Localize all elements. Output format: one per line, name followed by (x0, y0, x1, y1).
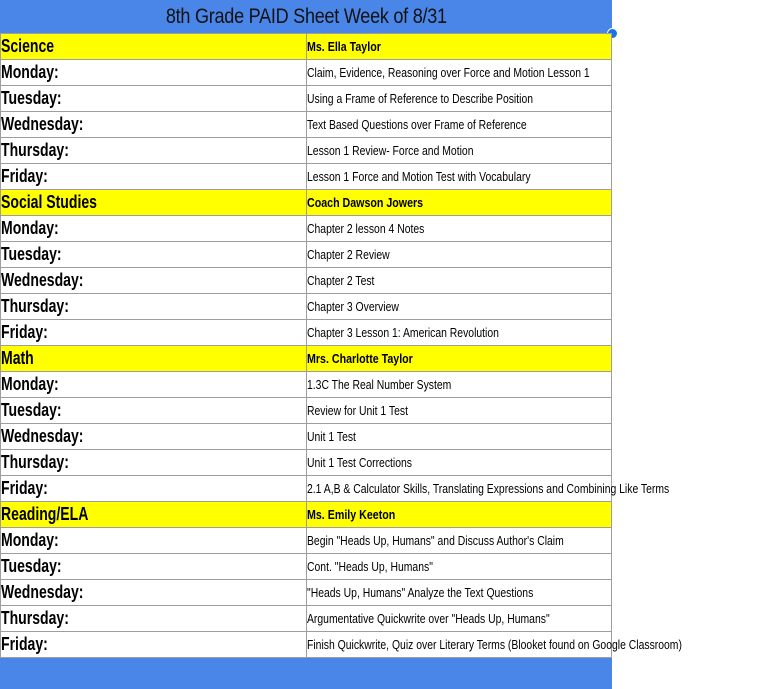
plan-text: Argumentative Quickwrite over "Heads Up, Humans" (306, 611, 550, 626)
day-cell[interactable] (1, 476, 307, 502)
day-cell[interactable] (1, 242, 307, 268)
plan-text: Using a Frame of Reference to Describe Position (306, 91, 533, 106)
plan-cell[interactable] (306, 476, 669, 502)
day-label: Wednesday: (1, 114, 84, 134)
day-cell[interactable] (1, 294, 307, 320)
plan-cell[interactable] (306, 554, 612, 580)
day-cell[interactable] (1, 606, 307, 632)
plan-cell[interactable] (306, 528, 612, 554)
table-row (1, 268, 612, 294)
day-label: Tuesday: (1, 88, 62, 108)
day-label: Friday: (1, 634, 48, 654)
section-header-row (1, 346, 612, 372)
day-label: Wednesday: (1, 270, 84, 290)
plan-cell[interactable] (306, 112, 612, 138)
day-label: Thursday: (1, 296, 69, 316)
day-cell[interactable] (1, 554, 307, 580)
day-cell[interactable] (1, 138, 307, 164)
paid-table (0, 33, 682, 658)
plan-cell[interactable] (306, 580, 612, 606)
plan-text: Cont. "Heads Up, Humans" (306, 559, 433, 574)
table-row (1, 580, 612, 606)
teacher-cell[interactable] (306, 190, 612, 216)
day-cell[interactable] (1, 216, 307, 242)
plan-text: Chapter 2 Test (306, 273, 374, 288)
subject-cell[interactable] (1, 346, 307, 372)
table-row (1, 476, 612, 502)
table-row (1, 398, 612, 424)
subject-name: Math (1, 348, 34, 368)
plan-text: Chapter 2 lesson 4 Notes (306, 221, 424, 236)
plan-cell[interactable] (306, 398, 612, 424)
subject-cell[interactable] (1, 502, 307, 528)
subject-cell[interactable] (1, 34, 307, 60)
day-label: Friday: (1, 478, 48, 498)
subject-name: Science (1, 36, 55, 56)
plan-cell[interactable] (306, 86, 612, 112)
plan-cell[interactable] (306, 320, 612, 346)
plan-text: Review for Unit 1 Test (306, 403, 408, 418)
plan-text: Begin "Heads Up, Humans" and Discuss Author's Claim (306, 533, 564, 548)
day-cell[interactable] (1, 112, 307, 138)
teacher-cell[interactable] (306, 346, 612, 372)
day-cell[interactable] (1, 632, 307, 658)
day-label: Monday: (1, 62, 59, 82)
footer-row[interactable] (0, 658, 612, 689)
plan-text: "Heads Up, Humans" Analyze the Text Questions (306, 585, 533, 600)
teacher-name: Ms. Ella Taylor (306, 39, 381, 54)
sheet-title-cell[interactable] (0, 0, 612, 34)
plan-text: Chapter 2 Review (306, 247, 390, 262)
plan-cell[interactable] (306, 242, 612, 268)
plan-text: Chapter 3 Lesson 1: American Revolution (306, 325, 499, 340)
table-row (1, 164, 612, 190)
table-row (1, 450, 612, 476)
table-row (1, 320, 612, 346)
plan-text: Claim, Evidence, Reasoning over Force and Motion Lesson 1 (306, 65, 590, 80)
plan-text: Chapter 3 Overview (306, 299, 399, 314)
section-header-row (1, 190, 612, 216)
table-row (1, 138, 612, 164)
plan-text: Lesson 1 Review- Force and Motion (306, 143, 473, 158)
day-label: Tuesday: (1, 556, 62, 576)
table-row (1, 294, 612, 320)
sheet-title: 8th Grade PAID Sheet Week of 8/31 (165, 4, 447, 28)
section-header-row (1, 502, 612, 528)
table-row (1, 60, 612, 86)
plan-cell[interactable] (306, 164, 612, 190)
day-cell[interactable] (1, 60, 307, 86)
plan-cell[interactable] (306, 606, 612, 632)
subject-name: Social Studies (1, 192, 97, 212)
teacher-name: Coach Dawson Jowers (306, 195, 423, 210)
table-row (1, 216, 612, 242)
teacher-name: Mrs. Charlotte Taylor (306, 351, 413, 366)
section-header-row (1, 34, 612, 60)
plan-text: 2.1 A,B & Calculator Skills, Translating Expressions and Combining Like Terms (306, 481, 669, 496)
teacher-cell[interactable] (306, 502, 612, 528)
table-row (1, 424, 612, 450)
plan-cell[interactable] (306, 268, 612, 294)
day-cell[interactable] (1, 320, 307, 346)
day-label: Wednesday: (1, 426, 84, 446)
day-cell[interactable] (1, 424, 307, 450)
table-row (1, 554, 612, 580)
plan-cell[interactable] (306, 294, 612, 320)
plan-cell[interactable] (306, 216, 612, 242)
plan-text: Text Based Questions over Frame of Reference (306, 117, 527, 132)
day-label: Tuesday: (1, 400, 62, 420)
day-label: Friday: (1, 322, 48, 342)
plan-text: Unit 1 Test (306, 429, 356, 444)
day-label: Monday: (1, 530, 59, 550)
day-label: Monday: (1, 374, 59, 394)
day-cell[interactable] (1, 398, 307, 424)
day-label: Thursday: (1, 140, 69, 160)
day-cell[interactable] (1, 372, 307, 398)
table-row (1, 528, 612, 554)
plan-cell[interactable] (306, 372, 612, 398)
table-row (1, 606, 612, 632)
table-row (1, 242, 612, 268)
day-label: Wednesday: (1, 582, 84, 602)
table-row (1, 112, 612, 138)
table-row (1, 372, 612, 398)
plan-text: Lesson 1 Force and Motion Test with Vocabulary (306, 169, 531, 184)
day-cell[interactable] (1, 528, 307, 554)
day-cell[interactable] (1, 164, 307, 190)
plan-text: Unit 1 Test Corrections (306, 455, 412, 470)
plan-text: Finish Quickwrite, Quiz over Literary Terms (Blooket found on Google Classroom) (306, 637, 682, 652)
day-cell[interactable] (1, 580, 307, 606)
plan-cell[interactable] (306, 60, 612, 86)
day-label: Thursday: (1, 608, 69, 628)
plan-cell[interactable] (306, 424, 612, 450)
day-cell[interactable] (1, 268, 307, 294)
day-label: Friday: (1, 166, 48, 186)
table-row (1, 86, 612, 112)
plan-text: 1.3C The Real Number System (306, 377, 451, 392)
table-row (1, 632, 612, 658)
plan-cell[interactable] (306, 450, 612, 476)
teacher-cell[interactable] (306, 34, 612, 60)
day-label: Monday: (1, 218, 59, 238)
day-cell[interactable] (1, 450, 307, 476)
teacher-name: Ms. Emily Keeton (306, 507, 395, 522)
plan-cell[interactable] (306, 138, 612, 164)
day-label: Thursday: (1, 452, 69, 472)
plan-cell[interactable] (306, 632, 682, 658)
day-cell[interactable] (1, 86, 307, 112)
subject-name: Reading/ELA (1, 504, 89, 524)
subject-cell[interactable] (1, 190, 307, 216)
day-label: Tuesday: (1, 244, 62, 264)
